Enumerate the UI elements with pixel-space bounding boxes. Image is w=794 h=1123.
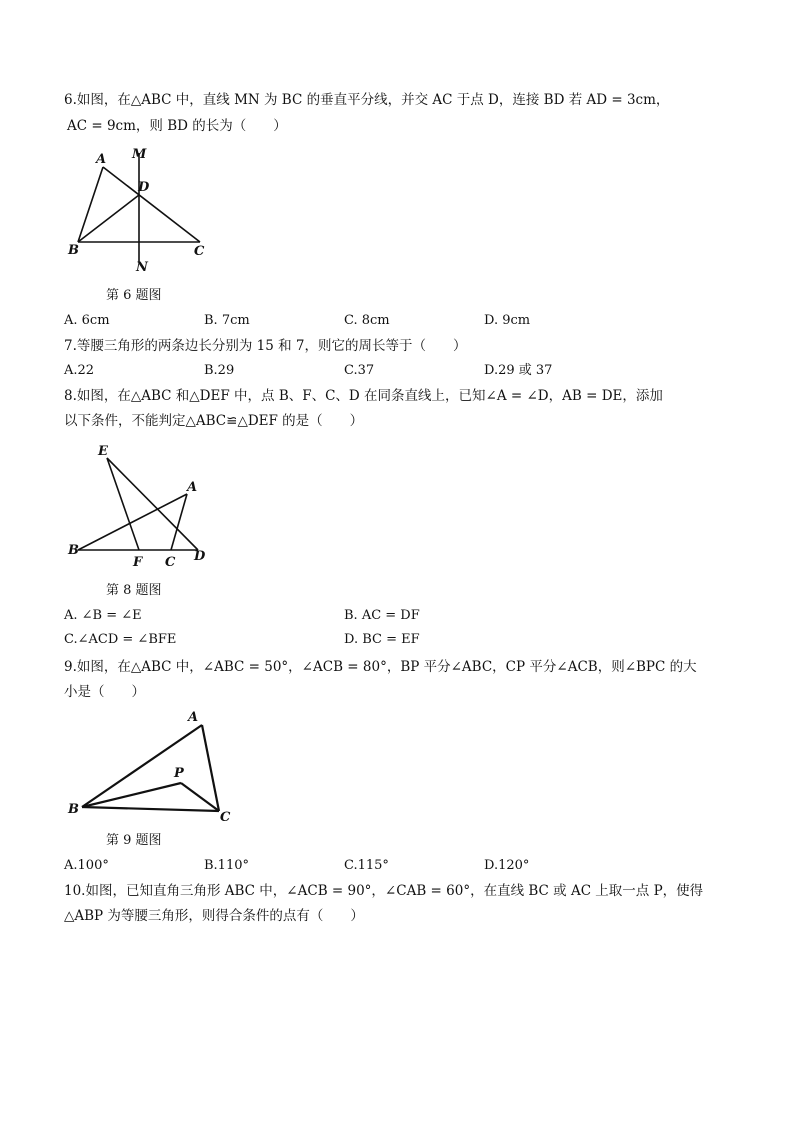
q9-segment-bc bbox=[82, 807, 219, 811]
q8-text-line1: 8.如图，在△ABC 和△DEF 中，点 B、F、C、D 在同条直线上，已知∠A = ∠D，AB = DE，添加 bbox=[64, 388, 663, 404]
q8-label-d: D bbox=[194, 549, 206, 564]
q8-segment-ac bbox=[171, 494, 187, 550]
q9-option-c[interactable]: C.115° bbox=[344, 858, 389, 873]
q8-figure bbox=[62, 440, 222, 575]
q9-option-b[interactable]: B.110° bbox=[204, 858, 249, 873]
q8-label-f: F bbox=[133, 555, 143, 570]
q6-text-line2: AC = 9cm，则 BD 的长为（ ） bbox=[67, 118, 287, 134]
q7-option-d[interactable]: D.29 或 37 bbox=[484, 363, 553, 378]
q9-figure bbox=[62, 705, 247, 827]
q8-label-b: B bbox=[68, 543, 79, 558]
q9-option-a[interactable]: A.100° bbox=[64, 858, 109, 873]
q9-text-line1: 9.如图，在△ABC 中，∠ABC = 50°，∠ACB = 80°，BP 平分∠ABC，CP 平分∠ACB，则∠BPC 的大 bbox=[64, 659, 697, 675]
q7-option-c[interactable]: C.37 bbox=[344, 363, 375, 378]
q6-segment-ac bbox=[103, 167, 200, 242]
q6-option-d[interactable]: D. 9cm bbox=[484, 313, 531, 328]
q9-label-p: P bbox=[174, 766, 184, 781]
q6-caption: 第 6 题图 bbox=[106, 288, 162, 303]
q7-option-a[interactable]: A.22 bbox=[64, 363, 95, 378]
q10-text-line1: 10.如图，已知直角三角形 ABC 中，∠ACB = 90°，∠CAB = 60°，在直线 BC 或 AC 上取一点 P，使得 bbox=[64, 883, 704, 899]
q6-label-b: B bbox=[68, 243, 79, 258]
q8-text-line2: 以下条件，不能判定△ABC≌△DEF 的是（ ） bbox=[64, 413, 364, 429]
q8-caption: 第 8 题图 bbox=[106, 583, 162, 598]
q8-label-a: A bbox=[187, 480, 198, 495]
q9-label-a: A bbox=[188, 710, 199, 725]
q6-label-c: C bbox=[194, 244, 205, 259]
q6-segment-bd bbox=[78, 195, 139, 242]
q9-segment-bp bbox=[82, 783, 181, 807]
q7-text: 7.等腰三角形的两条边长分别为 15 和 7，则它的周长等于（ ） bbox=[64, 338, 467, 354]
q8-option-d[interactable]: D. BC = EF bbox=[344, 632, 420, 647]
q8-option-c[interactable]: C.∠ACD = ∠BFE bbox=[64, 632, 177, 647]
q6-label-m: M bbox=[132, 147, 147, 162]
q8-option-a[interactable]: A. ∠B = ∠E bbox=[64, 608, 142, 623]
q9-text-line2: 小是（ ） bbox=[64, 684, 145, 700]
q8-segment-ef bbox=[107, 458, 139, 550]
q9-segment-ba bbox=[82, 725, 202, 807]
q6-segment-ab bbox=[78, 167, 103, 242]
q8-option-b[interactable]: B. AC = DF bbox=[344, 608, 420, 623]
q6-label-d: D bbox=[138, 180, 150, 195]
q6-text-line1: 6.如图，在△ABC 中，直线 MN 为 BC 的垂直平分线，并交 AC 于点 D，连接 BD 若 AD = 3cm， bbox=[64, 92, 670, 108]
q9-option-d[interactable]: D.120° bbox=[484, 858, 530, 873]
q6-option-c[interactable]: C. 8cm bbox=[344, 313, 390, 328]
q6-option-b[interactable]: B. 7cm bbox=[204, 313, 250, 328]
q6-label-a: A bbox=[96, 152, 107, 167]
q9-segment-ac bbox=[202, 725, 219, 811]
q9-label-c: C bbox=[220, 810, 231, 825]
q8-label-e: E bbox=[98, 444, 108, 459]
q9-label-b: B bbox=[68, 802, 79, 817]
q6-option-a[interactable]: A. 6cm bbox=[64, 313, 110, 328]
q9-caption: 第 9 题图 bbox=[106, 833, 162, 848]
q6-label-n: N bbox=[136, 260, 148, 275]
q8-label-c: C bbox=[165, 555, 176, 570]
q10-text-line2: △ABP 为等腰三角形，则得合条件的点有（ ） bbox=[64, 908, 364, 924]
q6-figure bbox=[60, 145, 230, 275]
q7-option-b[interactable]: B.29 bbox=[204, 363, 235, 378]
